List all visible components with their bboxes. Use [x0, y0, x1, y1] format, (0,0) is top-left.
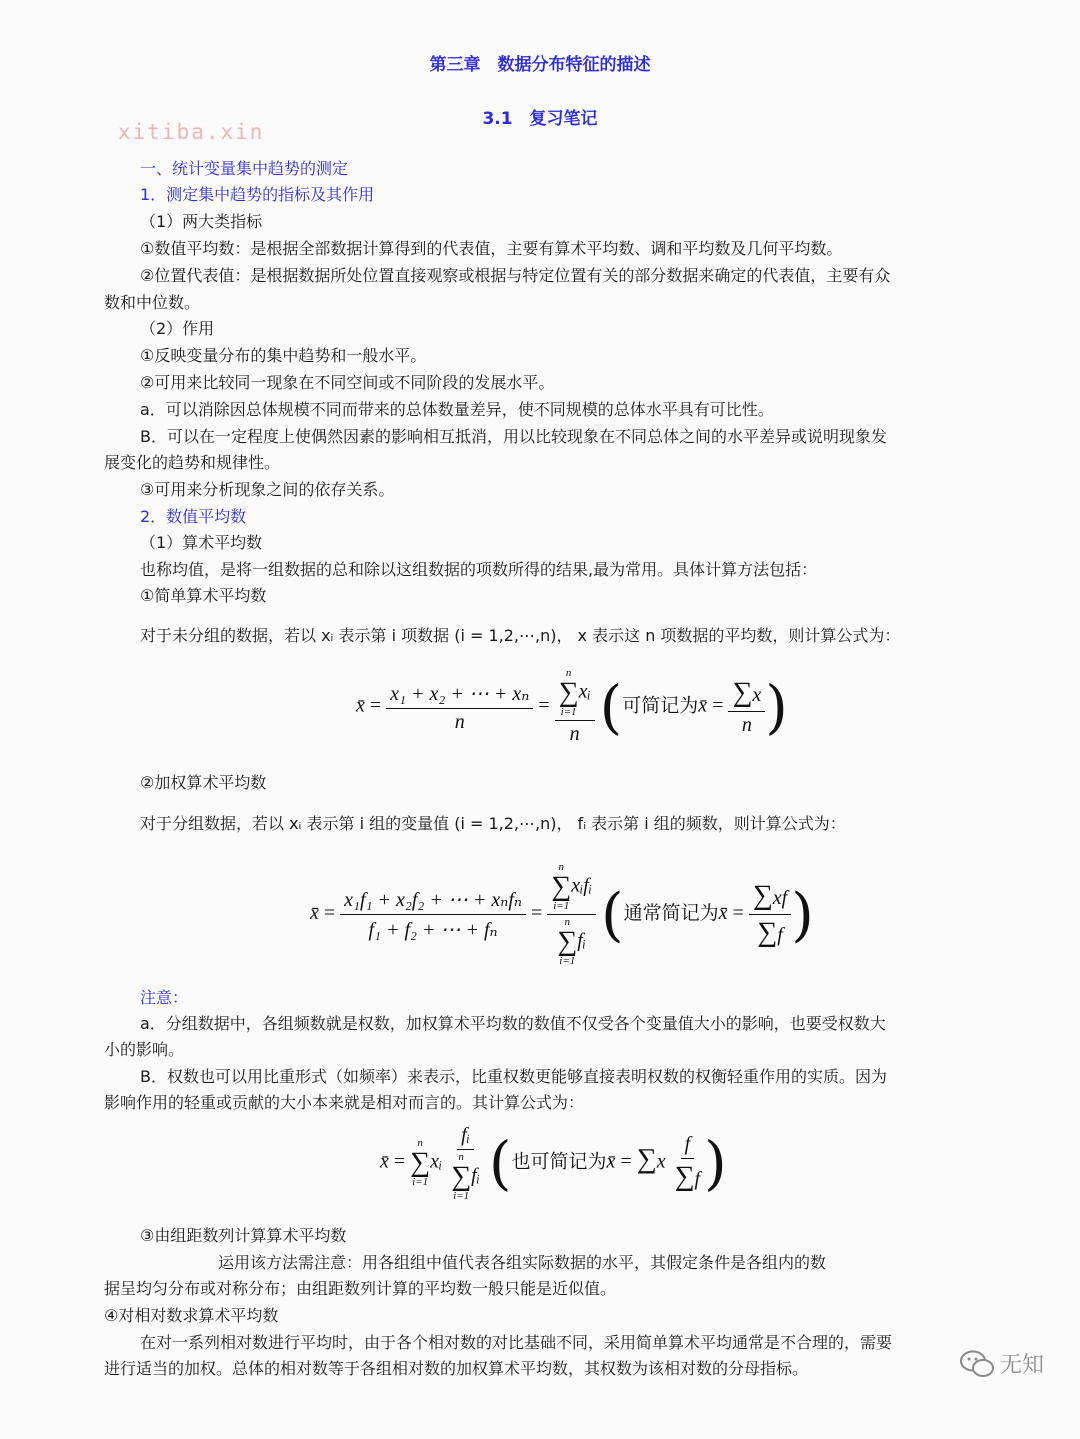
formula-ratio-weight: x̄ = n ∑ i=1 xᵢ fᵢ n ∑ i=1 fᵢ (也可简记为x̄ = ∑x $\frac{f}{\sum f}$ ) — [380, 1124, 727, 1202]
formula-numerator: x₁ + x₂ + ⋯ + xₙ — [386, 681, 533, 709]
paragraph: a．分组数据中，各组频数就是权数，加权算术平均数的数值不仅受各个变量值大小的影响，也要受权数大 — [140, 1014, 886, 1033]
chapter-title: 第三章 数据分布特征的描述 — [429, 55, 651, 75]
paragraph: （2）作用 — [140, 319, 215, 338]
wechat-logo — [960, 1348, 1044, 1379]
paragraph: ②可用来比较同一现象在不同空间或不同阶段的发展水平。 — [140, 373, 555, 392]
watermark: xitiba.xin — [118, 120, 265, 144]
paragraph: 在对一系列相对数进行平均时，由于各个相对数的对比基础不同，采用简单算术平均通常是不合理的，需要 — [140, 1333, 893, 1352]
paragraph: ③可用来分析现象之间的依存关系。 — [140, 480, 395, 499]
paragraph: 小的影响。 — [104, 1040, 185, 1059]
paragraph: 也称均值，是将一组数据的总和除以这组数据的项数所得的结果,最为常用。具体计算方法包括： — [140, 560, 818, 579]
heading-1: 一、统计变量集中趋势的测定 — [140, 159, 349, 178]
logo-text: 无知 — [999, 1353, 1044, 1378]
formula-note: 可简记为 — [622, 694, 699, 717]
paragraph: 对于分组数据，若以 xᵢ 表示第 i 组的变量值 (i = 1,2,⋯,n)， fᵢ 表示第 i 组的频数，则计算公式为： — [140, 814, 846, 833]
paragraph: 运用该方法需注意：用各组组中值代表各组实际数据的水平，其假定条件是各组内的数 — [218, 1253, 827, 1272]
formula-denominator: f₁ + f₂ + ⋯ + fₙ — [368, 919, 498, 941]
paragraph: B．可以在一定程度上使偶然因素的影响相互抵消，用以比较现象在不同总体之间的水平差异或说明现象发 — [140, 427, 887, 446]
formula-denominator: n — [454, 710, 465, 733]
formula-note: 也可简记为 — [511, 1150, 607, 1173]
paragraph: 对于未分组的数据，若以 xᵢ 表示第 i 项数据 (i = 1,2,⋯,n)， x 表示这 n 项数据的平均数，则计算公式为： — [140, 626, 901, 645]
formula-simple-mean: x̄ = $\frac{\text{x₁ + x₂ + ⋯ + xₙ}}{n}$ = n ∑ i=1 xᵢ n (可简记为x̄ = $\frac{\sum x}{n}$ ) — [356, 667, 788, 745]
paragraph: ③由组距数列计算算术平均数 — [140, 1226, 347, 1245]
paragraph: a．可以消除因总体规模不同而带来的总体数量差异，使不同规模的总体水平具有可比性。 — [140, 400, 774, 419]
formula-note: 通常简记为 — [623, 902, 719, 925]
paragraph: 影响作用的轻重或贡献的大小本来就是相对而言的。其计算公式为： — [104, 1093, 585, 1112]
paragraph: 展变化的趋势和规律性。 — [104, 453, 281, 472]
paragraph: （1）算术平均数 — [140, 533, 263, 552]
wechat-icon — [960, 1350, 994, 1378]
heading-2: 1．测定集中趋势的指标及其作用 — [140, 185, 375, 204]
paragraph: （1）两大类指标 — [140, 212, 263, 231]
formula-numerator: x₁f₁ + x₂f₂ + ⋯ + xₙfₙ — [340, 887, 526, 915]
section-title: 3.1 复习笔记 — [482, 109, 598, 129]
paragraph: ④对相对数求算术平均数 — [104, 1306, 279, 1325]
paragraph: ②加权算术平均数 — [140, 773, 267, 792]
paragraph: ①简单算术平均数 — [140, 586, 267, 605]
note-label: 注意： — [140, 988, 189, 1007]
paragraph: B．权数也可以用比重形式（如频率）来表示，比重权数更能够直接表明权数的权衡轻重作用的实质。因为 — [140, 1067, 887, 1086]
paragraph: 据呈均匀分布或对称分布；由组距数列计算的平均数一般只能是近似值。 — [104, 1279, 617, 1298]
heading-3: 2．数值平均数 — [140, 507, 247, 526]
paragraph: ①反映变量分布的集中趋势和一般水平。 — [140, 346, 427, 365]
paragraph: 数和中位数。 — [104, 293, 201, 312]
paragraph: 进行适当的加权。总体的相对数等于各组相对数的加权算术平均数，其权数为该相对数的分母指标。 — [104, 1359, 809, 1378]
formula-weighted-mean: x̄ = $\frac{\text{x₁f₁ + x₂f₂ + ⋯ + xₙfₙ}}{\text{f₁ + f₂ + ⋯ + fₙ}}$ = n ∑ i=1 xᵢfᵢ n ∑ i=1 fᵢ (通常简记为x̄ = $\frac{\sum xf}{\sum f}$ ) — [310, 861, 814, 967]
paragraph: ①数值平均数：是根据全部数据计算得到的代表值，主要有算术平均数、调和平均数及几何平均数。 — [140, 239, 843, 258]
paragraph: ②位置代表值：是根据数据所处位置直接观察或根据与特定位置有关的部分数据来确定的代表值，主要有众 — [140, 266, 891, 285]
